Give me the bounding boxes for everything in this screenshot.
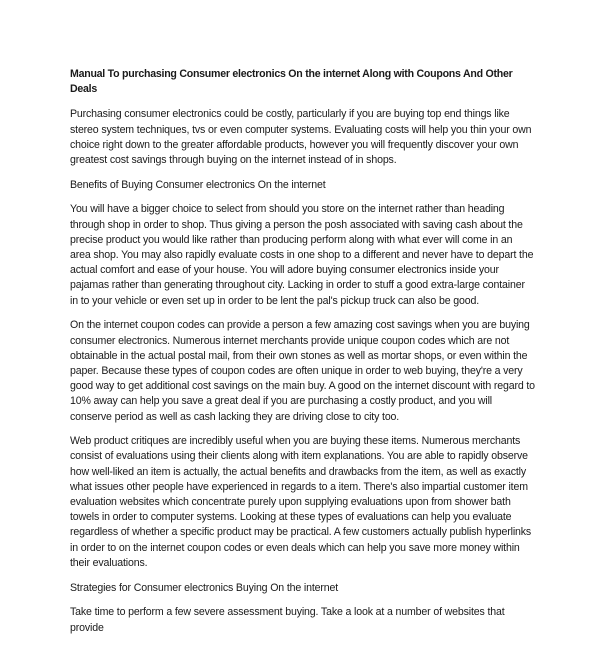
paragraph-intro: Purchasing consumer electronics could be costly, particularly if you are buying top end things like stereo system techniques, tvs or even computer systems. Evaluating costs will help you thin your own choice right down to the greater affordable products, however you will frequently discover your own greatest cost savings through buying on the internet instead of in shops. <box>70 108 532 167</box>
document-page <box>70 67 535 645</box>
paragraph-choice: You will have a bigger choice to select from should you store on the internet rather than heading through shop in order to shop. Thus giving a person the posh associated with saving cash about the precise product you would like rather than producing perform along with what ever will come in an area shop. You may also rapidly evaluate costs in one shop to a different and never have to depart the actual comfort and ease of your house. You will adore buying consumer electronics inside your pajamas rather than generating throughout city. Lacking in order to stuff a good extra-large container in to your vehicle or even set up in order to be lent the pal's pickup truck can also be good. <box>70 203 534 307</box>
paragraph-strategies: Take time to perform a few severe assessment buying. Take a look at a number of websites that provide <box>70 606 505 634</box>
paragraph-coupons: On the internet coupon codes can provide a person a few amazing cost savings when you are buying consumer electronics. Numerous internet merchants provide unique coupon codes which are not obtainable in the actual postal mail, from their own stones as well as mortar shops, or even within the paper. Because these types of coupon codes are often unique in order to web buying, they're a very good way to get additional cost savings on the main buy. A good on the internet discount with regard to 10% away can help you save a great deal if you are purchasing a costly product, and you will conserve period as well as cash lacking they are driving close to city too. <box>70 319 535 423</box>
section-heading-benefits: Benefits of Buying Consumer electronics On the internet <box>70 178 326 191</box>
section-heading-strategies: Strategies for Consumer electronics Buying On the internet <box>70 581 339 594</box>
document-title: Manual To purchasing Consumer electronics On the internet Along with Coupons And Other Deals <box>70 68 513 96</box>
paragraph-reviews: Web product critiques are incredibly useful when you are buying these items. Numerous merchants consist of evaluations using their clients along with item explanations. You are able to rapidly observe how well-liked an item is actually, the actual benefits and drawbacks from the item, as well as exactly what issues other people have experienced in regards to a item. There's also impartial customer item evaluation websites which concentrate purely upon supplying evaluations upon from shower bath towels in order to computer systems. Looking at these types of evaluations can help you evaluate regardless of whether a specific product may be practical. A few customers actually publish hyperlinks in order to on the internet coupon codes or even deals which can help you save more money within their evaluations. <box>70 435 532 569</box>
